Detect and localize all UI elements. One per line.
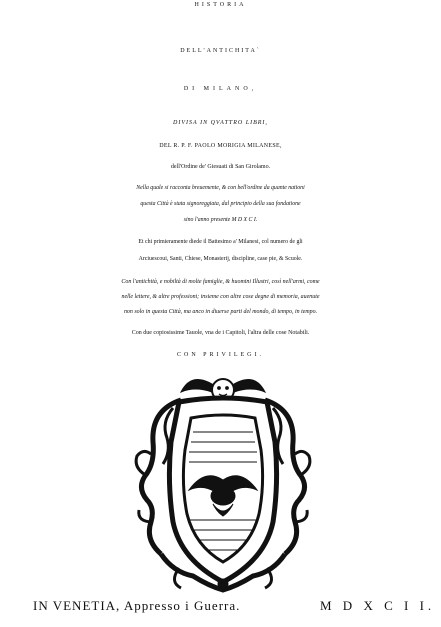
- imprint-place-printer: IN VENETIA, Appresso i Guerra.: [33, 598, 241, 613]
- description-italic-line: sino l'anno presente M D X C I.: [183, 217, 258, 223]
- printers-device-emblem-icon: [133, 372, 313, 594]
- author-name: DEL R. P. F. PAOLO MORIGIA MILANESE,: [159, 143, 282, 149]
- title-line-2: DELL'ANTICHITA`: [180, 48, 261, 54]
- tables-line: Con due copiosissime Tauole, vna de i Capitoli, l'altra delle cose Notabili.: [131, 330, 310, 336]
- description-roman-line: Arciuescoui, Santi, Chiese, Monasterij, discipline, case pie, & Scuole.: [138, 256, 303, 262]
- description-italic-line: Nella quale si racconta breuemente, & con bell'ordine da quante nationi: [136, 185, 305, 191]
- subtitle: DIVISA IN QVATTRO LIBRI,: [173, 120, 268, 126]
- description-small-italic-line: non solo in questa Città, ma anco in diuerse parti del mondo, di tempo, in tempo.: [123, 309, 318, 315]
- title-line-3: DI MILANO,: [183, 86, 258, 92]
- title-line-1: HISTORIA: [194, 2, 247, 8]
- description-small-italic-line: Con l'antichità, e nobiltà di molte famiglie, & huomini Illustri, così nell'armi, come: [121, 279, 320, 285]
- author-order: dell'Ordine de' Giesuati di San Girolamo.: [170, 164, 271, 170]
- description-italic-line: questa Città è stata signoreggiata, dal principio della sua fondatione: [140, 201, 301, 207]
- privilege-line: CON PRIVILEGI.: [177, 352, 264, 358]
- imprint-date: M D X C I I.: [320, 598, 436, 613]
- description-small-italic-line: nelle lettere, & altre professioni; insieme con altre cose degne di memoria, auenute: [121, 294, 320, 300]
- description-roman-line: Et chi primieramente diede il Battesimo a' Milanesi, col numero de gli: [138, 239, 303, 245]
